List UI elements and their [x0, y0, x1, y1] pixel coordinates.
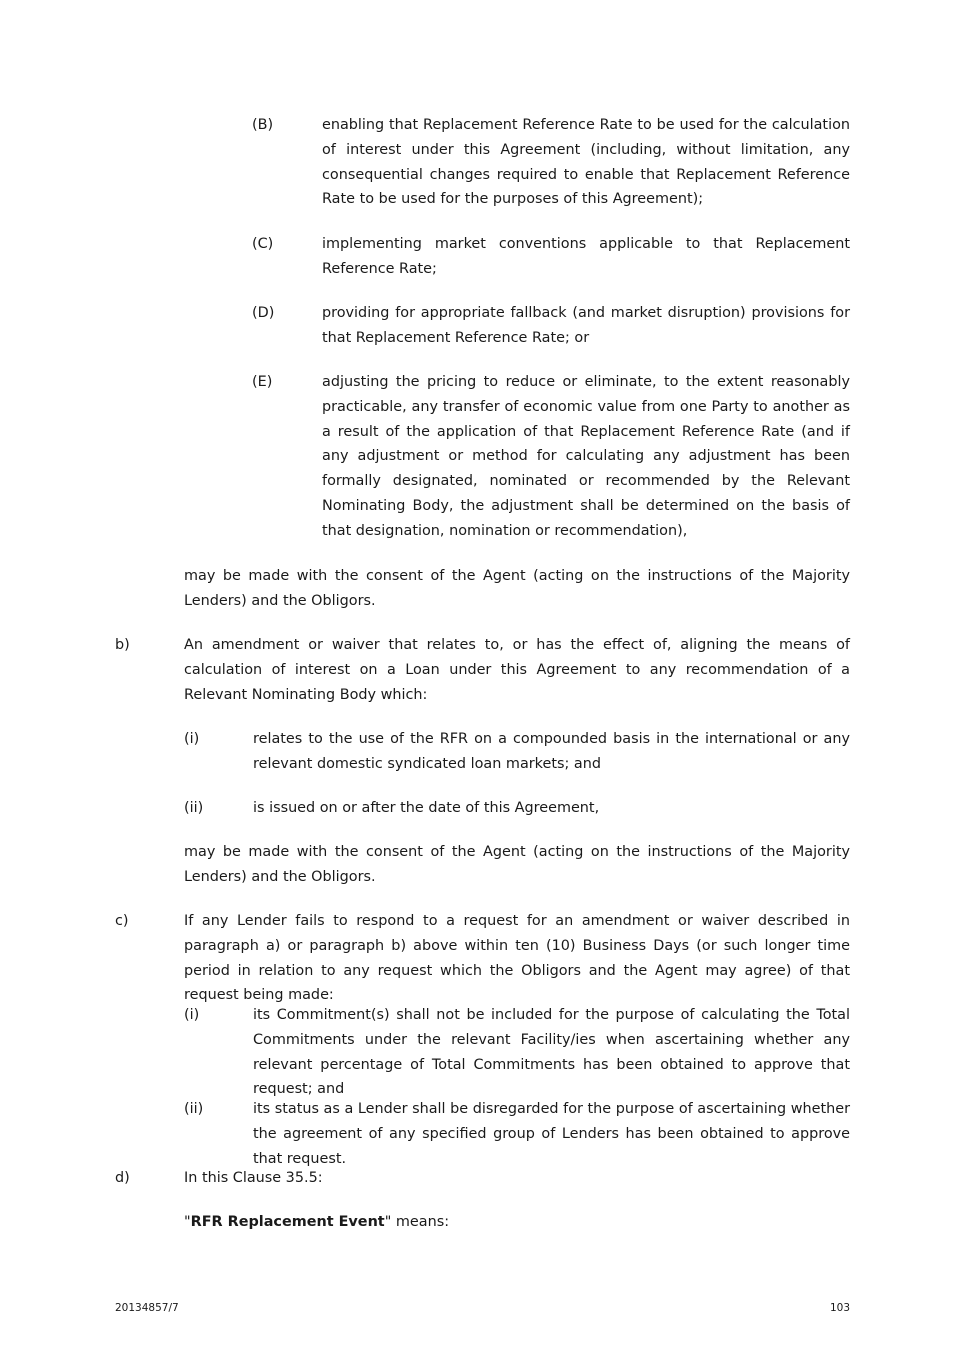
definition-term: RFR Replacement Event	[190, 1214, 385, 1230]
paragraph-label: d)	[115, 1170, 130, 1186]
subitem-label: (i)	[184, 1007, 200, 1023]
paragraph-text: In this Clause 35.5:	[184, 1170, 323, 1186]
definition-suffix: " means:	[384, 1214, 450, 1230]
consent-paragraph: may be made with the consent of the Agent (acting on the instructions of the Majority Lenders) and the Obligors.	[184, 568, 850, 609]
subitem-label: (ii)	[184, 1101, 204, 1117]
item-label: (C)	[252, 236, 274, 252]
item-text: adjusting the pricing to reduce or eliminate, to the extent reasonably practicable, any transfer of economic value from one Party to another as a result of the application of that Replacement Reference Rate (and if any adjustment or method for calculating any adjustment has been formally designated, nominated or recommended by the Relevant Nominating Body, the adjustment shall be determined on the basis of that designation, nomination or recommendation),	[322, 374, 850, 539]
subitem-text: relates to the use of the RFR on a compounded basis in the international or any relevant domestic syndicated loan markets; and	[253, 731, 850, 772]
definition-line	[184, 1210, 850, 1235]
consent-paragraph: may be made with the consent of the Agent (acting on the instructions of the Majority Lenders) and the Obligors.	[184, 844, 850, 885]
item-text: enabling that Replacement Reference Rate to be used for the calculation of interest under this Agreement (including, without limitation, any consequential changes required to enable that Replacement Reference Rate to be used for the purposes of this Agreement);	[322, 117, 850, 208]
document-reference: 20134857/7	[115, 1302, 179, 1314]
item-label: (B)	[252, 117, 274, 133]
subitem-text: is issued on or after the date of this Agreement,	[253, 800, 600, 816]
item-text: implementing market conventions applicable to that Replacement Reference Rate;	[322, 236, 850, 277]
item-label: (D)	[252, 305, 275, 321]
paragraph-label: c)	[115, 913, 129, 929]
subitem-text: its Commitment(s) shall not be included for the purpose of calculating the Total Commitments under the relevant Facility/ies when ascertaining whether any relevant percentage of Total Commitments has been obtained to approve that request; and	[253, 1007, 850, 1098]
subitem-label: (ii)	[184, 800, 204, 816]
subitem-label: (i)	[184, 731, 200, 747]
item-label: (E)	[252, 374, 273, 390]
definition-open-quote: "	[184, 1214, 191, 1230]
subitem-text: its status as a Lender shall be disregarded for the purpose of ascertaining whether the agreement of any specified group of Lenders has been obtained to approve that request.	[253, 1101, 850, 1167]
paragraph-label: b)	[115, 637, 130, 653]
paragraph-text: An amendment or waiver that relates to, or has the effect of, aligning the means of calculation of interest on a Loan under this Agreement to any recommendation of a Relevant Nominating Body which:	[184, 637, 850, 703]
paragraph-text: If any Lender fails to respond to a request for an amendment or waiver described in paragraph a) or paragraph b) above within ten (10) Business Days (or such longer time period in relation to any request which the Obligors and the Agent may agree) of that request being made:	[184, 913, 850, 1004]
page-number: 103	[829, 1302, 850, 1314]
item-text: providing for appropriate fallback (and market disruption) provisions for that Replacement Reference Rate; or	[322, 305, 850, 346]
